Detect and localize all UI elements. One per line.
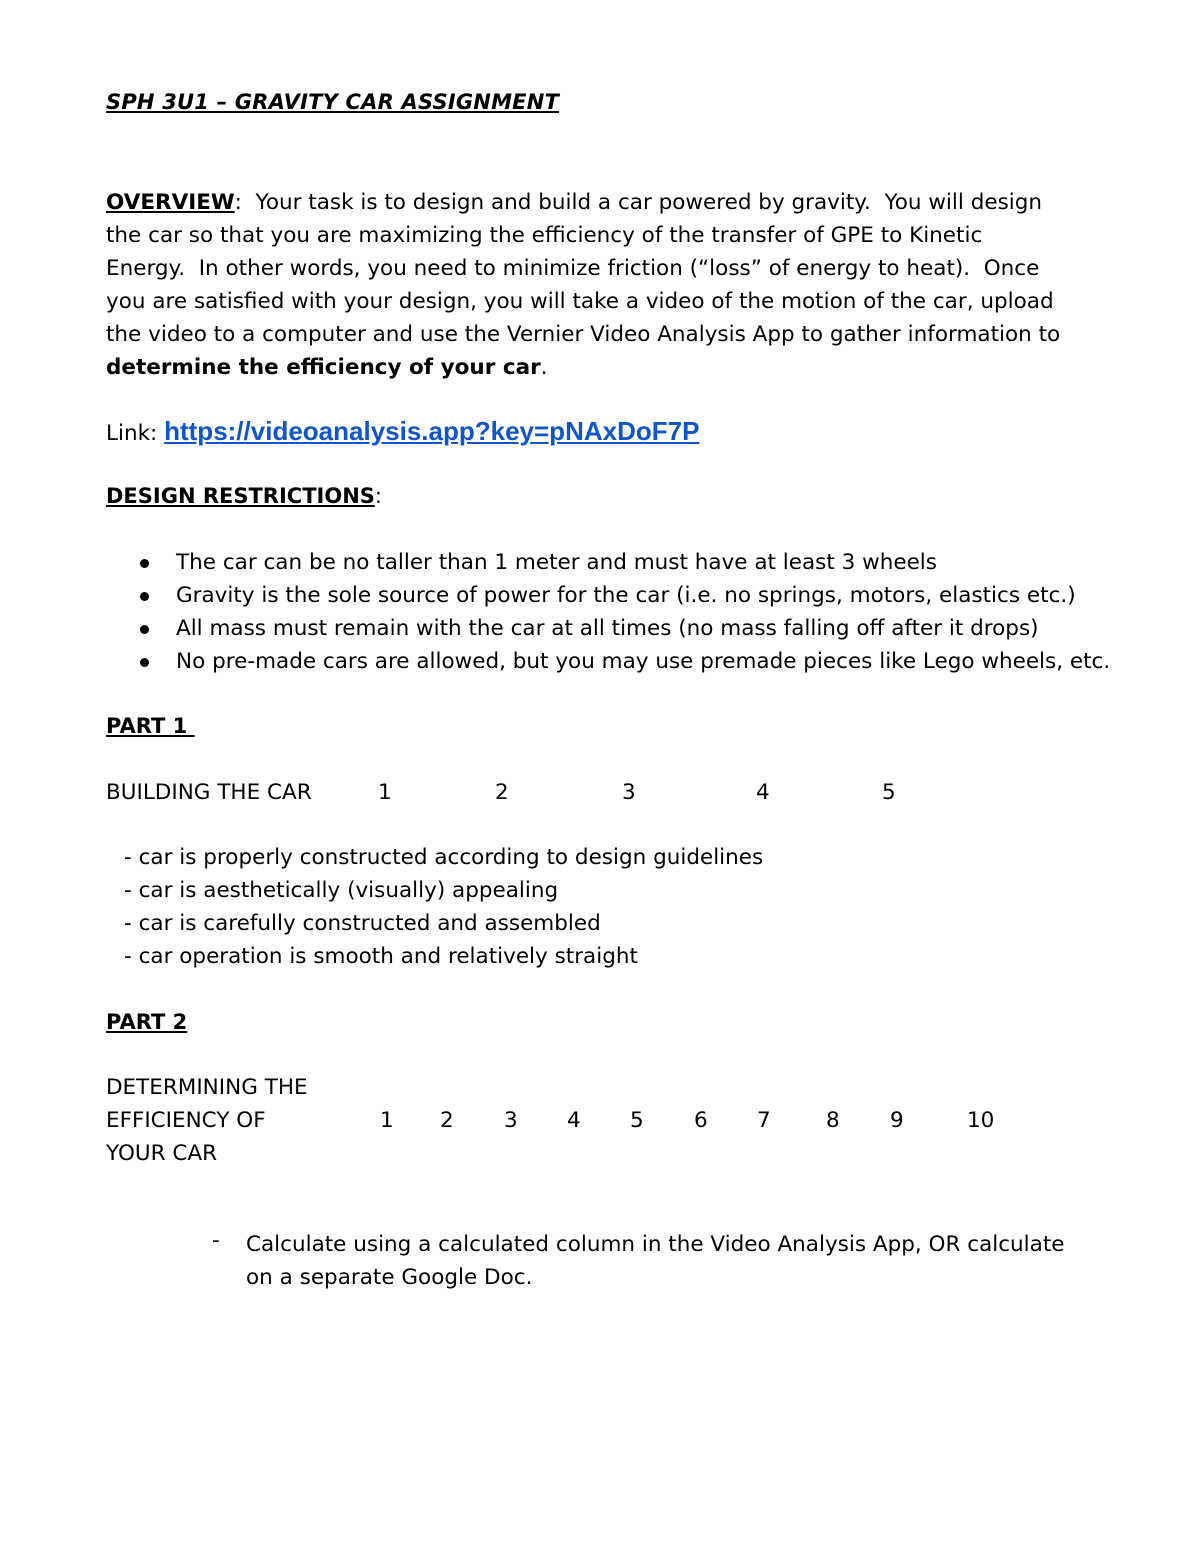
part-1-criterion: - car is properly constructed according to design guidelines [124,845,764,870]
part-2-note-line-1: Calculate using a calculated column in the Video Analysis App, OR calculate [246,1232,1065,1257]
part-2-label-line: DETERMINING THE [106,1075,308,1100]
restriction-text: Gravity is the sole source of power for the car (i.e. no springs, motors, elastics etc.) [176,583,1076,608]
part-1-criterion: - car is aesthetically (visually) appealing [124,878,559,903]
part-2-score: 3 [504,1108,518,1133]
part-1-heading: PART 1 [106,714,195,738]
bullet-icon [140,592,149,601]
part-2-label-line: YOUR CAR [106,1141,218,1166]
part-2-heading: PART 2 [106,1010,188,1034]
restriction-text: No pre-made cars are allowed, but you may use premade pieces like Lego wheels, etc. [176,649,1111,674]
part-2-note-line-2: on a separate Google Doc. [246,1265,533,1290]
link-label: Link: [106,421,165,446]
overview-line-6-end: . [540,355,548,380]
part-1-score: 1 [378,780,392,805]
part-2-score: 10 [967,1108,995,1133]
part-2-score: 1 [380,1108,394,1133]
design-restrictions-heading: DESIGN RESTRICTIONS [106,484,375,508]
part-1-score: 2 [495,780,509,805]
part-2-label-line: EFFICIENCY OF [106,1108,266,1133]
restriction-text: The car can be no taller than 1 meter and must have at least 3 wheels [176,550,937,575]
part-2-note-dash: - [212,1228,220,1253]
part-1-criterion: - car operation is smooth and relatively straight [124,944,638,969]
design-restrictions-colon: : [374,484,382,508]
overview-paragraph [106,186,1060,384]
overview-line-3: Energy. In other words, you need to minimize friction (“loss” of energy to heat). Once [106,256,1040,281]
design-restrictions-heading-row [106,484,382,508]
overview-line-2: the car so that you are maximizing the efficiency of the transfer of GPE to Kinetic [106,223,983,248]
overview-line-4: you are satisfied with your design, you will take a video of the motion of the car, upload [106,289,1054,314]
part-2-note [246,1228,1064,1294]
overview-line-6 [106,351,1060,384]
bullet-icon [140,658,149,667]
part-2-score: 5 [630,1108,644,1133]
part-2-score: 8 [826,1108,840,1133]
part-2-score: 9 [890,1108,904,1133]
part-1-criterion: - car is carefully constructed and assembled [124,911,601,936]
part-1-score: 4 [756,780,770,805]
part-2-score: 2 [440,1108,454,1133]
part-1-label: BUILDING THE CAR [106,780,312,805]
overview-colon: : [234,190,242,215]
overview-emphasis: determine the efficiency of your car [106,355,541,380]
link-row [106,416,699,447]
part-2-score: 7 [757,1108,771,1133]
overview-line-5: the video to a computer and use the Vernier Video Analysis App to gather information to [106,322,1061,347]
bullet-icon [140,559,149,568]
part-2-score: 4 [567,1108,581,1133]
overview-line-1 [106,186,1060,219]
restriction-text: All mass must remain with the car at all times (no mass falling off after it drops) [176,616,1039,641]
overview-line-1-text: Your task is to design and build a car powered by gravity. You will design [241,190,1043,215]
page-title: SPH 3U1 – GRAVITY CAR ASSIGNMENT [106,90,560,114]
part-1-score: 5 [882,780,896,805]
bullet-icon [140,625,149,634]
overview-label: OVERVIEW [106,190,235,215]
part-2-score: 6 [694,1108,708,1133]
video-analysis-link[interactable]: https://videoanalysis.app?key=pNAxDoF7P [164,416,700,446]
part-1-score: 3 [622,780,636,805]
